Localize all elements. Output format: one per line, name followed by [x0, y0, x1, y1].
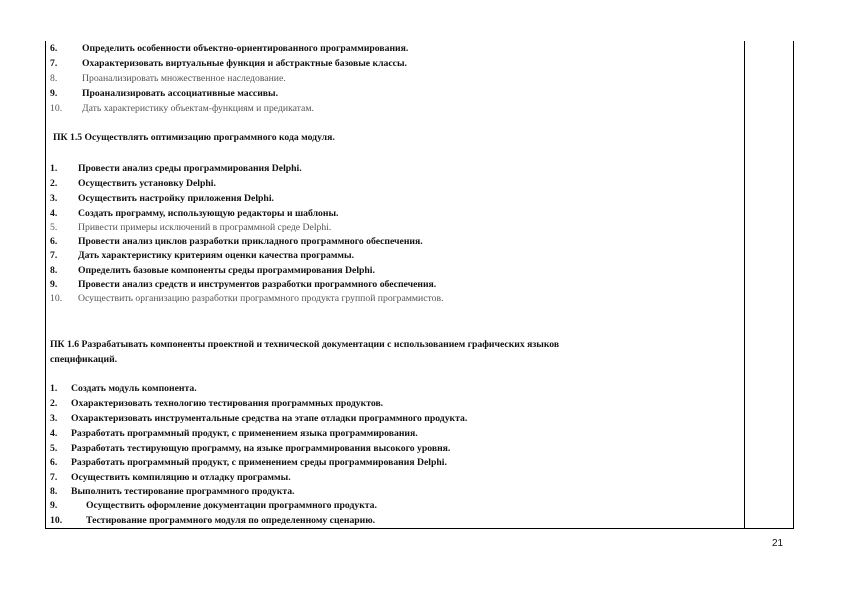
- item-number: 8.: [50, 73, 58, 84]
- item-text: Создать модуль компонента.: [71, 383, 197, 394]
- item-text: Осуществить оформление документации программного продукта.: [86, 500, 377, 511]
- item-text: Проанализировать ассоциативные массивы.: [82, 88, 278, 99]
- item-text: Определить особенности объектно-ориентированного программирования.: [82, 43, 409, 54]
- item-text: Провести анализ средств и инструментов разработки программного обеспечения.: [78, 279, 437, 290]
- section-heading: ПК 1.6 Разрабатывать компоненты проектной и технической документации с использованием графических языков: [50, 339, 560, 350]
- item-number: 9.: [50, 88, 58, 99]
- item-number: 8.: [50, 486, 58, 497]
- item-text: Дать характеристику критериям оценки качества программы.: [78, 250, 354, 261]
- item-number: 5.: [50, 443, 58, 454]
- item-number: 6.: [50, 236, 58, 247]
- page-number: 21: [772, 538, 784, 549]
- item-number: 7.: [50, 472, 58, 483]
- item-text: Охарактеризовать технологию тестирования программных продуктов.: [71, 398, 384, 409]
- item-text: Определить базовые компоненты среды программирования Delphi.: [78, 265, 375, 276]
- item-number: 7.: [50, 250, 58, 261]
- item-text: Осуществить установку Delphi.: [78, 178, 216, 189]
- item-text: Дать характеристику объектам-функциям и предикатам.: [82, 103, 314, 114]
- item-number: 10.: [50, 103, 63, 114]
- item-number: 3.: [50, 193, 58, 204]
- section-heading: ПК 1.5 Осуществлять оптимизацию программного кода модуля.: [53, 132, 335, 143]
- item-number: 10.: [50, 293, 63, 304]
- item-text: Тестирование программного модуля по определенному сценарию.: [86, 515, 376, 526]
- item-text: Охарактеризовать инструментальные средства на этапе отладки программного продукта.: [71, 413, 468, 424]
- item-text: Разработать программный продукт, с применением языка программирования.: [71, 428, 418, 439]
- item-text: Охарактеризовать виртуальные функция и абстрактные базовые классы.: [82, 58, 407, 69]
- item-text: Создать программу, использующую редакторы и шаблоны.: [78, 208, 339, 219]
- table-column-divider: [744, 41, 745, 529]
- item-number: 9.: [50, 279, 58, 290]
- item-text: Осуществить компиляцию и отладку программы.: [71, 472, 291, 483]
- item-text: Разработать тестирующую программу, на языке программирования высокого уровня.: [71, 443, 451, 454]
- item-number: 8.: [50, 265, 58, 276]
- item-number: 2.: [50, 178, 58, 189]
- item-text: Провести анализ среды программирования Delphi.: [78, 163, 302, 174]
- item-number: 7.: [50, 58, 58, 69]
- item-text: Выполнить тестирование программного продукта.: [71, 486, 295, 497]
- item-number: 4.: [50, 428, 58, 439]
- item-text: Проанализировать множественное наследование.: [82, 73, 286, 84]
- item-number: 1.: [50, 383, 58, 394]
- item-text: Разработать программный продукт, с применением среды программирования Delphi.: [71, 457, 447, 468]
- item-text: Осуществить организацию разработки программного продукта группой программистов.: [78, 293, 444, 304]
- item-number: 2.: [50, 398, 58, 409]
- item-text: Провести анализ циклов разработки прикладного программного обеспечения.: [78, 236, 423, 247]
- item-number: 4.: [50, 208, 58, 219]
- item-number: 10.: [50, 515, 63, 526]
- item-number: 6.: [50, 457, 58, 468]
- item-number: 1.: [50, 163, 58, 174]
- item-number: 5.: [50, 222, 58, 233]
- item-number: 6.: [50, 43, 58, 54]
- item-text: Привести примеры исключений в программной среде Delphi.: [78, 222, 332, 233]
- item-number: 3.: [50, 413, 58, 424]
- item-number: 9.: [50, 500, 58, 511]
- section-heading-continuation: спецификаций.: [50, 354, 118, 365]
- item-text: Осуществить настройку приложения Delphi.: [78, 193, 274, 204]
